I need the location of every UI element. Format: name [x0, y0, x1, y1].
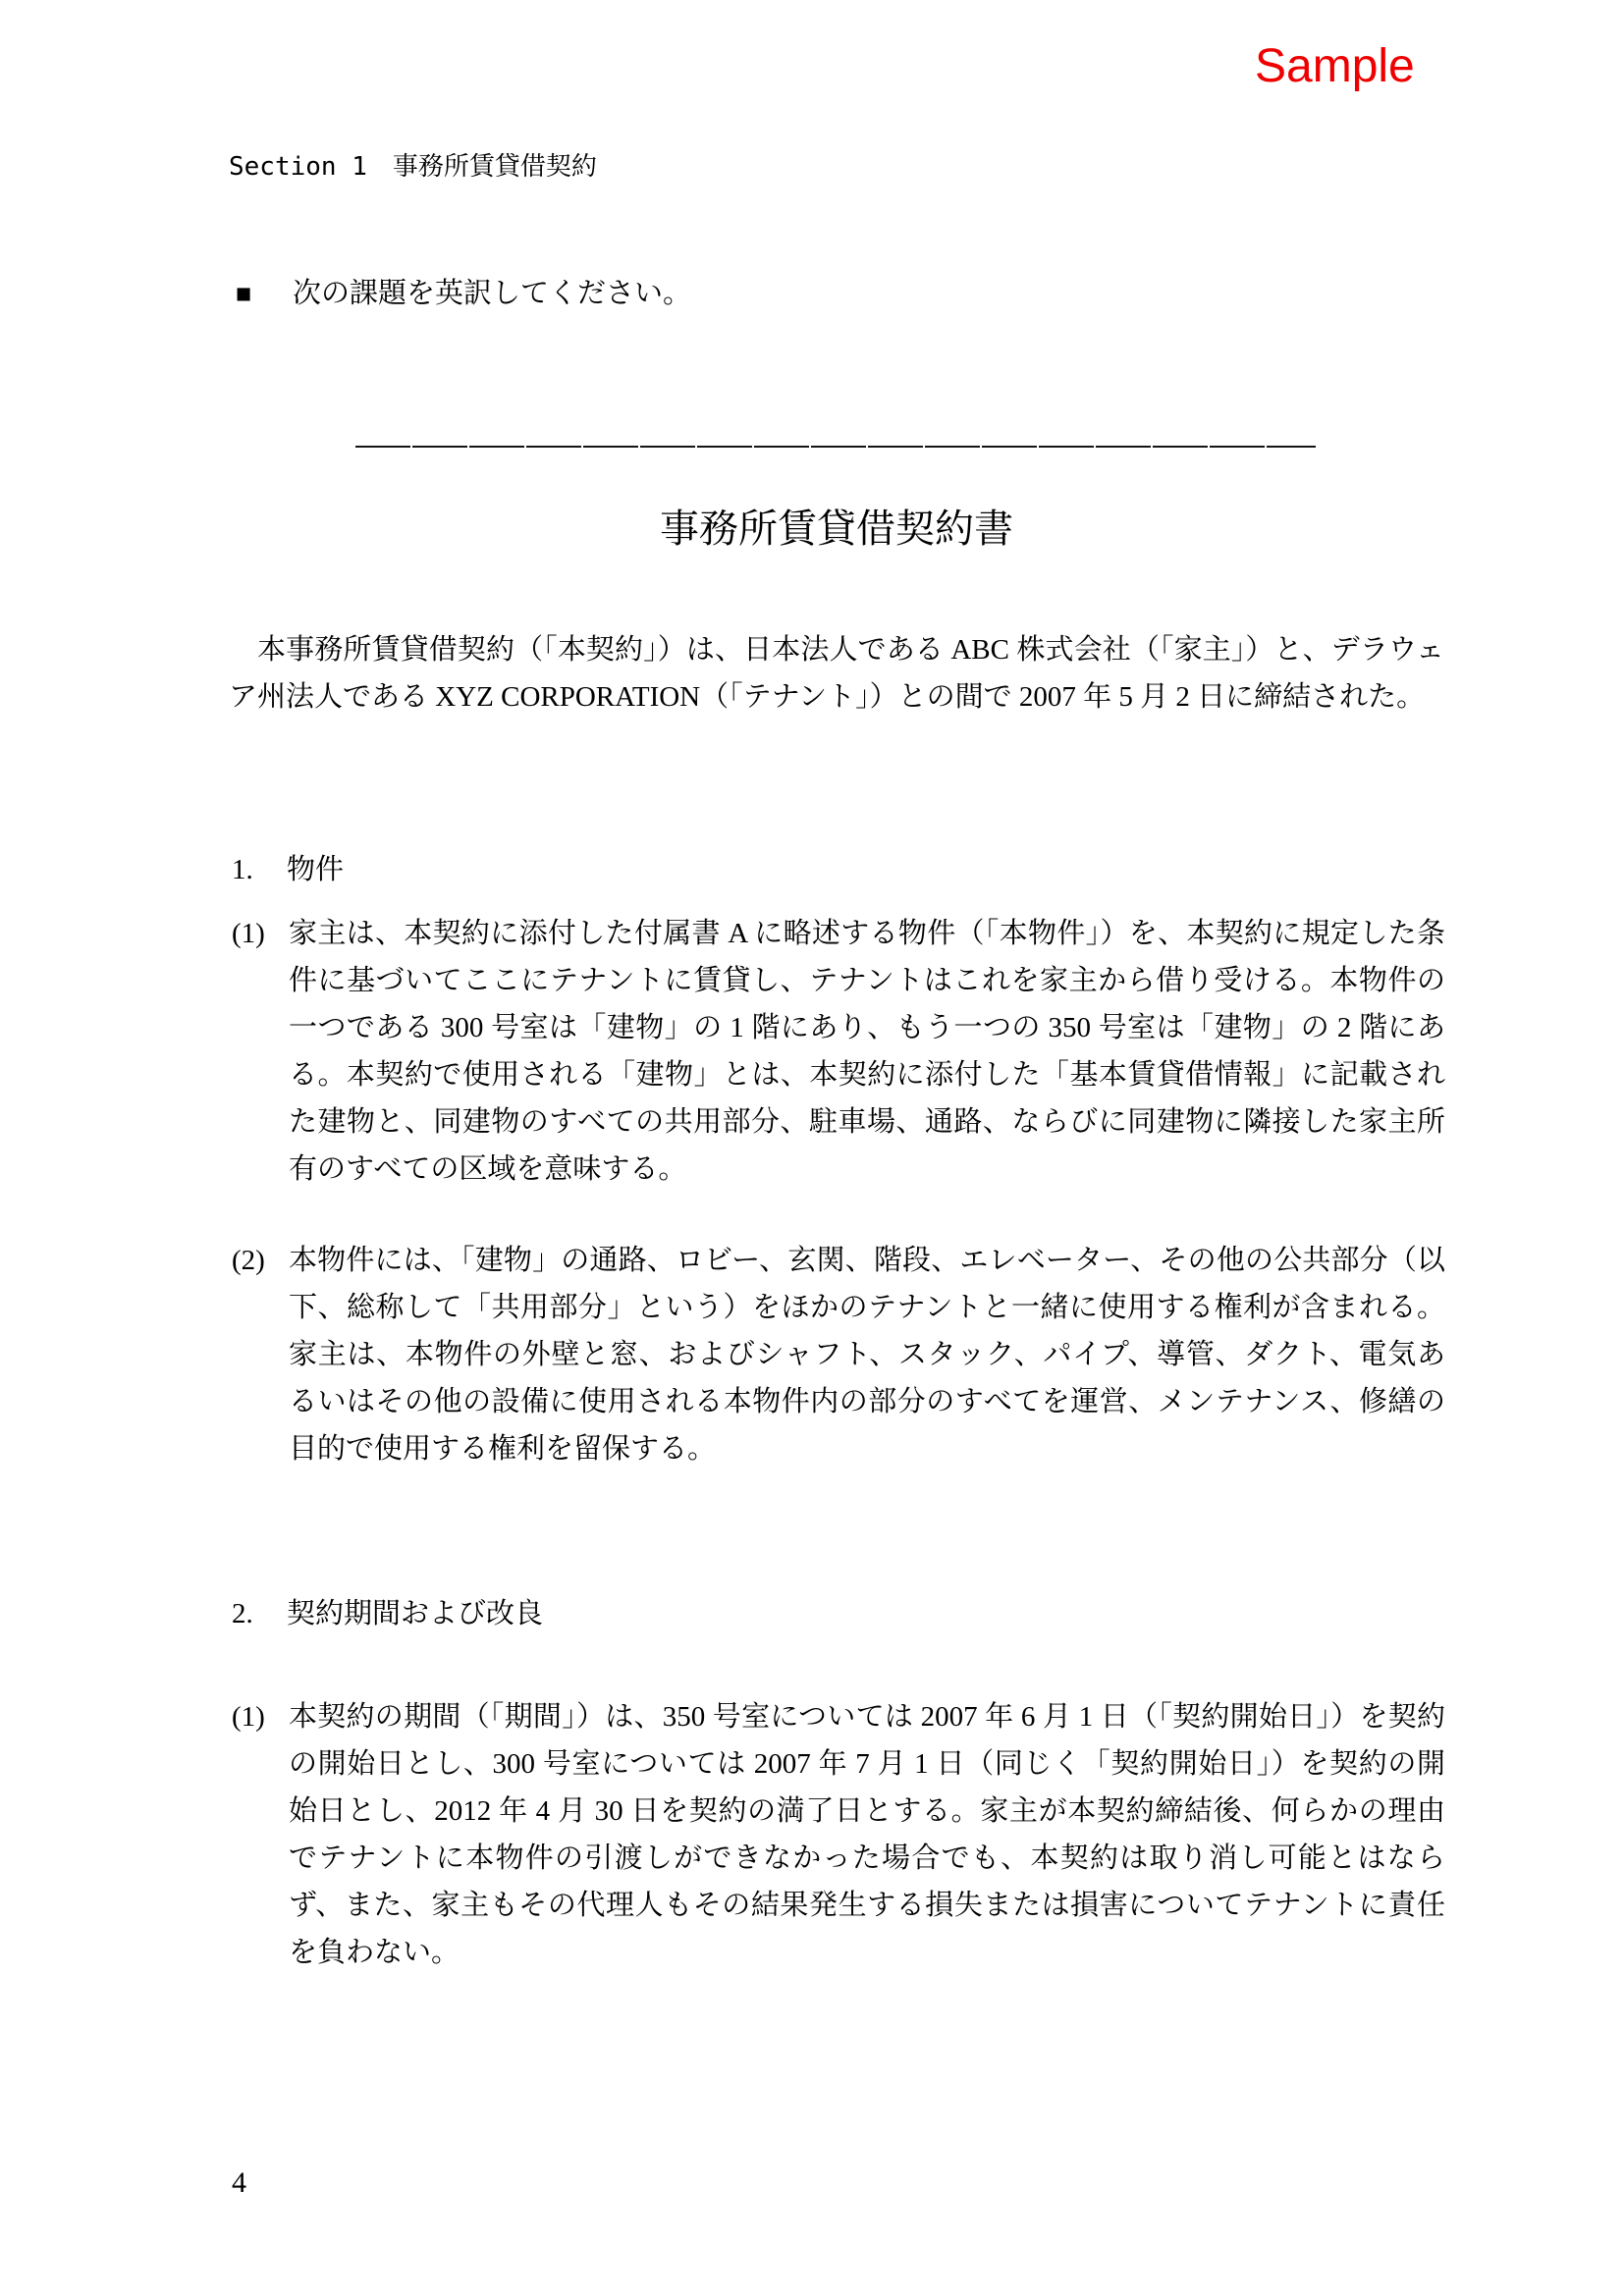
section-2-heading-text: 契約期間および改良: [287, 1598, 544, 1629]
clause-1-1: [232, 910, 1445, 1193]
clause-1-2: [232, 1237, 1445, 1472]
page-number: 4: [232, 2166, 246, 2199]
task-instruction-text: 次の課題を英訳してください。: [293, 278, 692, 309]
sample-watermark: Sample: [1255, 40, 1415, 92]
blank-underscore-line: [355, 446, 1316, 448]
section-2-heading: [232, 1590, 543, 1637]
task-instruction: [236, 277, 1443, 310]
section-1-heading-text: 物件: [287, 854, 345, 885]
section-1-number: 1.: [232, 854, 253, 885]
section-1-heading: [232, 846, 344, 893]
black-square-bullet-icon: ■: [236, 279, 252, 308]
clause-2-1-marker: (1): [232, 1701, 265, 1733]
clause-1-2-marker: (2): [232, 1245, 265, 1276]
clause-2-1-text: 本契約の期間（「期間」）は、350 号室については 2007 年 6 月 1 日（「契約開始日」）を契約の開始日とし、300 号室については 2007 年 7 月 1 日（同じく「契約開始日」）を契約の開始日とし、2012 年 4 月 30 日を契約の満了日とする。家主が本契約締結後、何らかの理由でテナントに本物件の引渡しができなかった場合でも、本契約は取り消し可能とはならず、また、家主もその代理人もその結果発生する損失または損害についてテナントに責任を負わない。: [289, 1701, 1445, 1968]
contract-title: 事務所賃貸借契約書: [660, 507, 1013, 551]
section-2-number: 2.: [232, 1598, 253, 1629]
clause-2-1: [232, 1693, 1445, 1976]
section-header: Section 1 事務所賃貸借契約: [229, 152, 597, 182]
clause-1-1-marker: (1): [232, 918, 265, 949]
clause-1-1-text: 家主は、本契約に添付した付属書 A に略述する物件（「本物件」）を、本契約に規定した条件に基づいてここにテナントに賃貸し、テナントはこれを家主から借り受ける。本物件の一つである 300 号室は「建物」の 1 階にあり、もう一つの 350 号室は「建物」の 2 階にある。本契約で使用される「建物」とは、本契約に添付した「基本賃貸借情報」に記載された建物と、同建物のすべての共用部分、駐車場、通路、ならびに同建物に隣接した家主所有のすべての区域を意味する。: [289, 918, 1445, 1185]
clause-1-2-text: 本物件には、「建物」の通路、ロビー、玄関、階段、エレベーター、その他の公共部分（以下、総称して「共用部分」という）をほかのテナントと一緒に使用する権利が含まれる。家主は、本物件の外壁と窓、およびシャフト、スタック、パイプ、導管、ダクト、電気あるいはその他の設備に使用される本物件内の部分のすべてを運営、メンテナンス、修繕の目的で使用する権利を留保する。: [289, 1245, 1445, 1465]
intro-paragraph: 本事務所賃貸借契約（「本契約」）は、日本法人である ABC 株式会社（「家主」）と、デラウェア州法人である XYZ CORPORATION（「テナント」）との間で 2007 年 5 月 2 日に締結された。: [229, 634, 1444, 713]
